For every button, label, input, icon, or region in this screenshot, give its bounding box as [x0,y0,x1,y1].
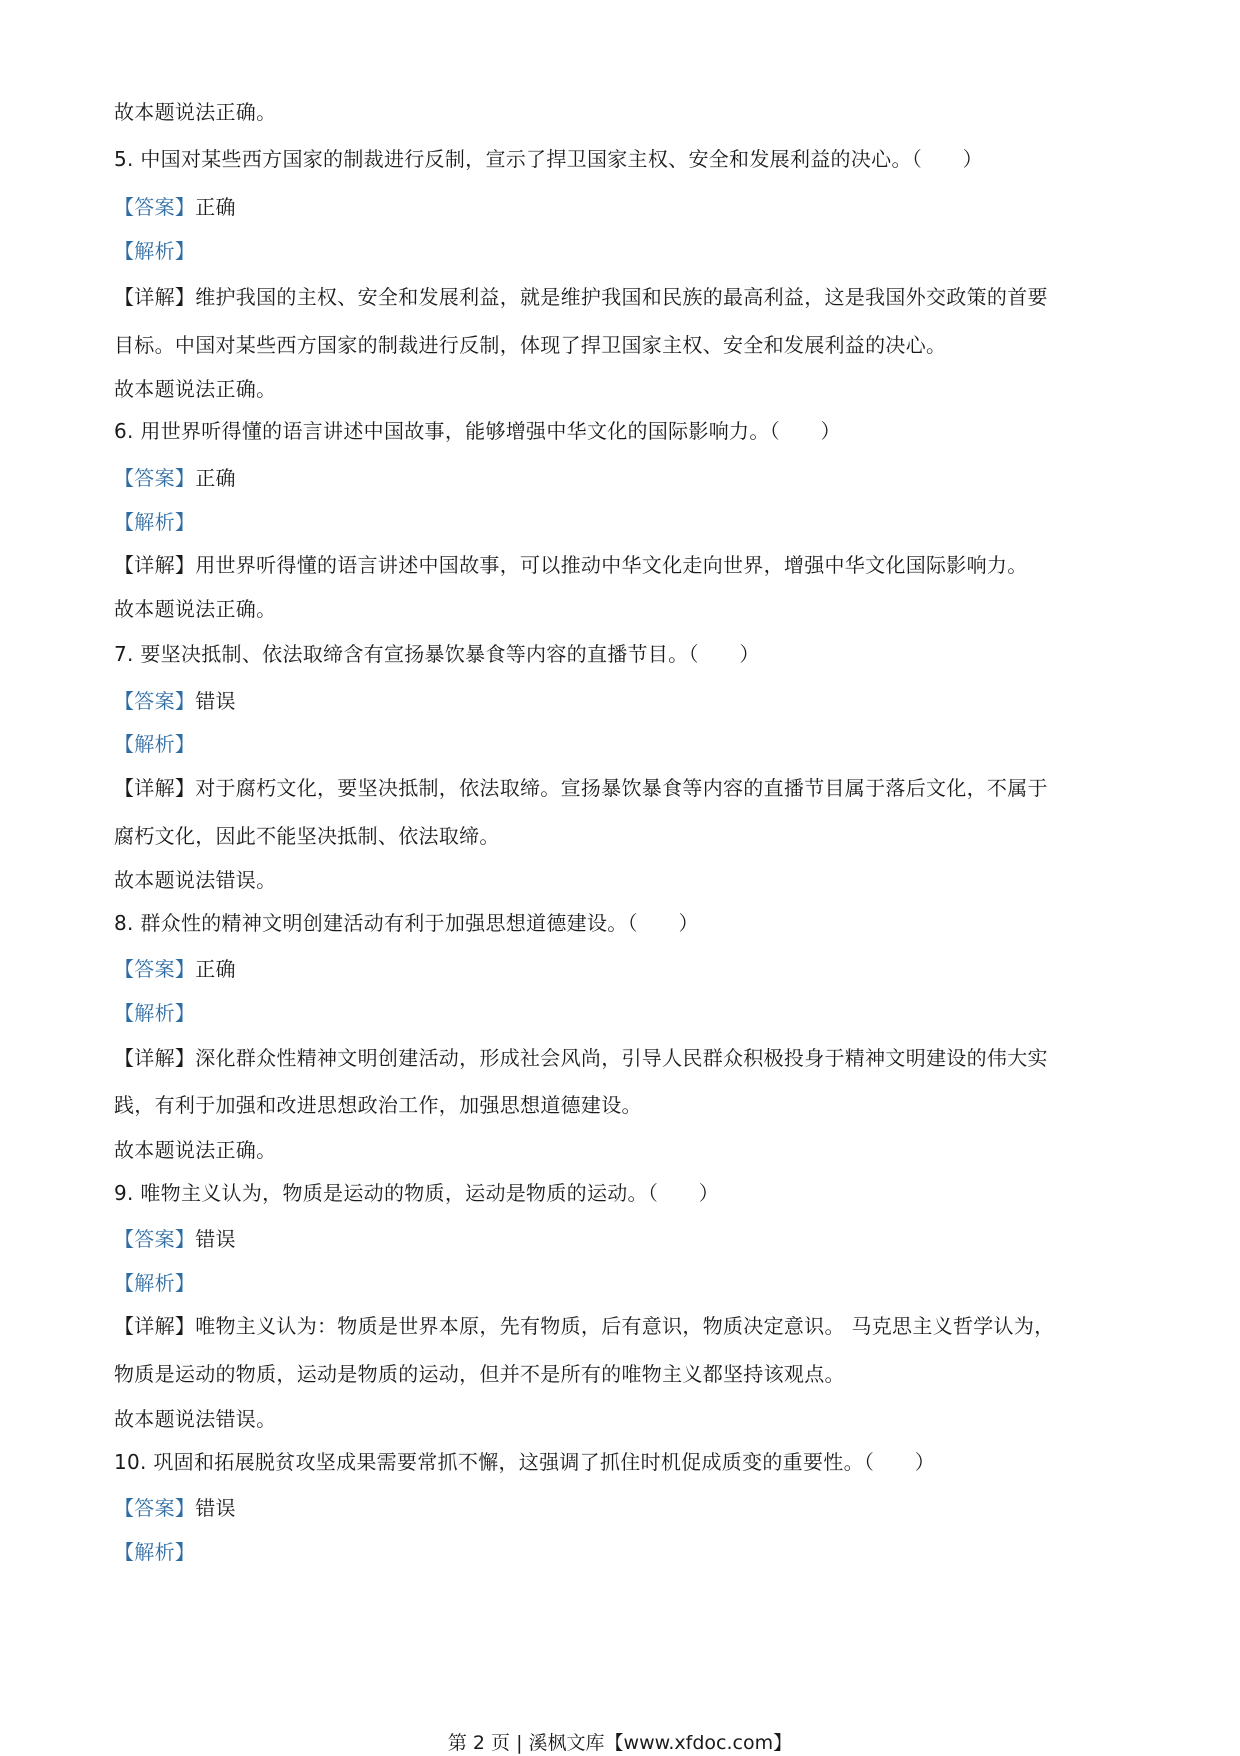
answer-value: 正确 [195,195,236,219]
answer-row-8 [114,955,236,983]
conclusion-8: 故本题说法正确。 [114,1138,277,1162]
answer-row-5 [114,193,236,221]
analysis-tag-9: 【解析】 [114,1271,196,1295]
detail-row-9-2: 物质是运动的物质，运动是物质的运动，但并不是所有的唯物主义都坚持该观点。 [114,1362,845,1386]
detail-row-8-2: 践，有利于加强和改进思想政治工作，加强思想道德建设。 [114,1093,642,1117]
answer-tag: 【答案】 [114,1496,196,1520]
detail-row-6-1: 【详解】用世界听得懂的语言讲述中国故事，可以推动中华文化走向世界，增强中华文化国际影响力。 [114,553,1028,577]
answer-row-6 [114,464,236,492]
analysis-tag-6: 【解析】 [114,510,196,534]
detail-row-9-1: 【详解】唯物主义认为：物质是世界本原，先有物质，后有意识，物质决定意识。 马克思主义哲学认为， [114,1314,1055,1338]
detail-row-8-1: 【详解】深化群众性精神文明创建活动，形成社会风尚，引导人民群众积极投身于精神文明建设的伟大实 [114,1046,1048,1070]
question-9: 9. 唯物主义认为，物质是运动的物质，运动是物质的运动。（ ） [114,1181,720,1205]
analysis-tag-7: 【解析】 [114,732,196,756]
answer-row-10 [114,1494,236,1522]
question-8: 8. 群众性的精神文明创建活动有利于加强思想道德建设。（ ） [114,911,699,935]
conclusion-5: 故本题说法正确。 [114,377,277,401]
answer-tag: 【答案】 [114,195,196,219]
question-6: 6. 用世界听得懂的语言讲述中国故事，能够增强中华文化的国际影响力。（ ） [114,419,841,443]
detail-tag: 【详解】 [114,1046,196,1070]
answer-tag: 【答案】 [114,1227,196,1251]
answer-row-7 [114,687,236,715]
detail-row-5-2: 目标。中国对某些西方国家的制裁进行反制，体现了捍卫国家主权、安全和发展利益的决心。 [114,333,947,357]
detail-tag: 【详解】 [114,1314,196,1338]
answer-tag: 【答案】 [114,689,196,713]
question-5: 5. 中国对某些西方国家的制裁进行反制，宣示了捍卫国家主权、安全和发展利益的决心。（ ） [114,147,983,171]
detail-tag: 【详解】 [114,285,196,309]
answer-value: 错误 [195,1496,236,1520]
analysis-tag-10: 【解析】 [114,1540,196,1564]
analysis-tag-8: 【解析】 [114,1001,196,1025]
page-footer: 第 2 页 | 溪枫文库【www.xfdoc.com】 [447,1732,793,1754]
answer-value: 正确 [195,466,236,490]
detail-row-7-1: 【详解】对于腐朽文化，要坚决抵制，依法取缔。宣扬暴饮暴食等内容的直播节目属于落后文化，不属于 [114,776,1048,800]
conclusion-6: 故本题说法正确。 [114,597,277,621]
conclusion-7: 故本题说法错误。 [114,868,277,892]
detail-row-7-2: 腐朽文化，因此不能坚决抵制、依法取缔。 [114,824,500,848]
answer-tag: 【答案】 [114,957,196,981]
answer-value: 错误 [195,1227,236,1251]
conclusion-text: 故本题说法正确。 [114,100,277,124]
conclusion-9: 故本题说法错误。 [114,1407,277,1431]
answer-value: 错误 [195,689,236,713]
detail-row-5-1: 【详解】维护我国的主权、安全和发展利益，就是维护我国和民族的最高利益，这是我国外交政策的首要 [114,285,1048,309]
answer-value: 正确 [195,957,236,981]
question-7: 7. 要坚决抵制、依法取缔含有宣扬暴饮暴食等内容的直播节目。（ ） [114,642,760,666]
answer-tag: 【答案】 [114,466,196,490]
detail-tag: 【详解】 [114,776,196,800]
question-10: 10. 巩固和拓展脱贫攻坚成果需要常抓不懈，这强调了抓住时机促成质变的重要性。（ ） [114,1450,936,1474]
detail-tag: 【详解】 [114,553,196,577]
answer-row-9 [114,1225,236,1253]
analysis-tag-5: 【解析】 [114,239,196,263]
